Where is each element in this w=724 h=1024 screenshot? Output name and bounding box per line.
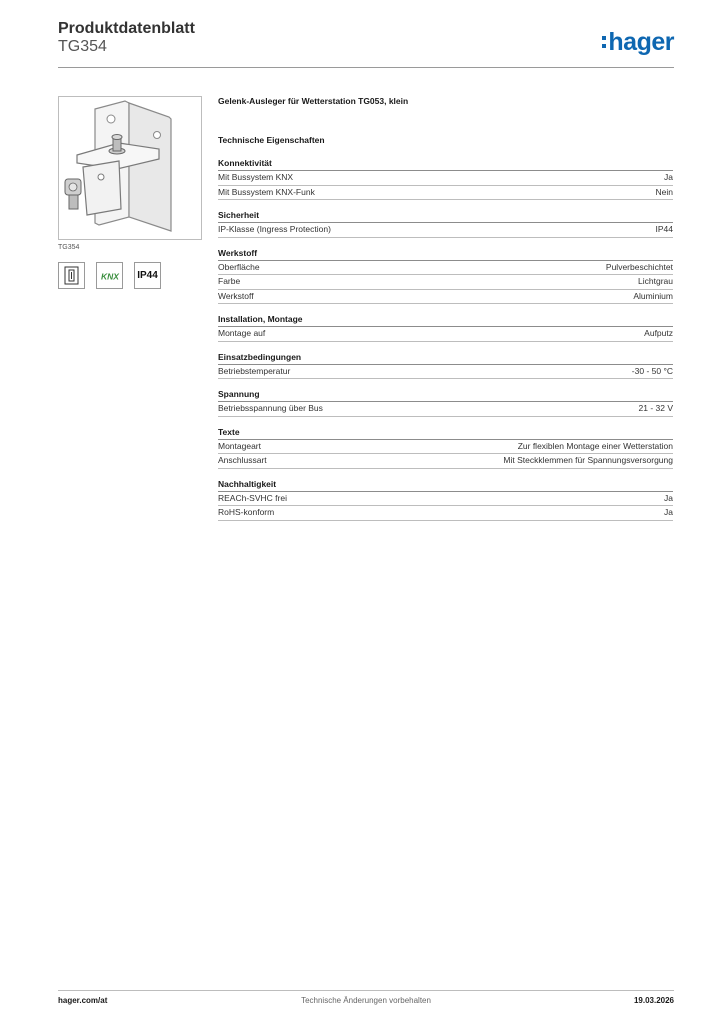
spec-row [218,440,673,455]
section-heading: Spannung [218,389,673,402]
ip44-badge: IP44 [134,262,161,289]
spec-table [218,96,673,531]
section-einsatzbedingungen [218,352,673,380]
footer-date: 19.03.2026 [633,996,674,1005]
spec-value: Mit Steckklemmen für Spannungsversorgung [503,455,673,465]
spec-value: Ja [664,172,673,182]
spec-label: Montageart [218,440,261,451]
section-werkstoff [218,248,673,305]
spec-value: Nein [655,186,673,197]
spec-row [218,186,673,201]
section-heading: Einsatzbedingungen [218,352,673,365]
spec-row [218,365,673,380]
spec-label: Werkstoff [218,290,254,301]
section-heading: Texte [218,427,673,440]
section-heading: Werkstoff [218,248,673,261]
document-title: Produktdatenblatt [58,20,195,37]
spec-label: Montage auf [218,328,266,338]
spec-label: Farbe [218,276,241,286]
section-installation-montage [218,314,673,342]
product-image [58,96,202,240]
logo-text: hager [608,28,674,56]
section-heading: Nachhaltigkeit [218,479,673,492]
spec-label: IP-Klasse (Ingress Protection) [218,224,331,234]
wall-bracket-illustration [59,97,201,239]
footer-divider [58,990,674,991]
spec-row [218,171,673,186]
spec-value: Zur flexiblen Montage einer Wetterstation [517,440,673,451]
mounting-box-icon [64,266,79,285]
spec-row [218,275,673,290]
knx-logo-icon [99,270,121,282]
product-code: TG354 [58,38,107,55]
section-nachhaltigkeit [218,479,673,521]
hager-logo[interactable] [602,28,674,57]
spec-row [218,506,673,521]
page-footer [58,996,674,1010]
product-description: Gelenk-Ausleger für Wetterstation TG053, klein [218,96,409,106]
spec-value: Aufputz [644,328,673,338]
section-heading: Konnektivität [218,158,673,171]
section-konnektivitaet [218,158,673,200]
spec-value: Ja [664,507,673,517]
spec-subtitle: Technische Eigenschaften [218,135,325,145]
spec-value: Ja [664,492,673,503]
spec-value: 21 - 32 V [638,403,673,413]
knx-badge [96,262,123,289]
spec-label: RoHS-konform [218,507,275,517]
logo-dots-icon [602,34,607,50]
spec-label: Anschlussart [218,455,267,465]
spec-row [218,327,673,342]
section-heading: Sicherheit [218,210,673,223]
page-header [58,20,674,66]
spec-row [218,290,673,305]
section-heading: Installation, Montage [218,314,673,327]
spec-row [218,261,673,276]
section-sicherheit [218,210,673,238]
mounting-badge [58,262,85,289]
spec-label: Oberfläche [218,261,260,272]
spec-label: REACh-SVHC frei [218,492,287,503]
spec-label: Mit Bussystem KNX-Funk [218,186,315,197]
spec-row [218,223,673,238]
spec-label: Betriebstemperatur [218,365,291,376]
spec-row [218,402,673,417]
spec-value: IP44 [655,224,673,234]
spec-value: -30 - 50 °C [631,365,673,376]
spec-value: Pulverbeschichtet [605,261,673,272]
spec-label: Betriebsspannung über Bus [218,403,323,413]
spec-value: Aluminium [633,290,673,301]
spec-row [218,492,673,507]
section-texte [218,427,673,469]
footer-notice: Technische Änderungen vorbehalten [301,996,431,1005]
footer-website-link[interactable]: hager.com/at [58,996,108,1005]
knx-logo-text: KNX [100,271,119,281]
feature-badges [58,262,161,289]
spec-label: Mit Bussystem KNX [218,172,294,182]
header-divider [58,67,674,68]
spec-row [218,454,673,469]
section-spannung [218,389,673,417]
image-caption: TG354 [58,244,80,251]
spec-value: Lichtgrau [638,276,673,286]
